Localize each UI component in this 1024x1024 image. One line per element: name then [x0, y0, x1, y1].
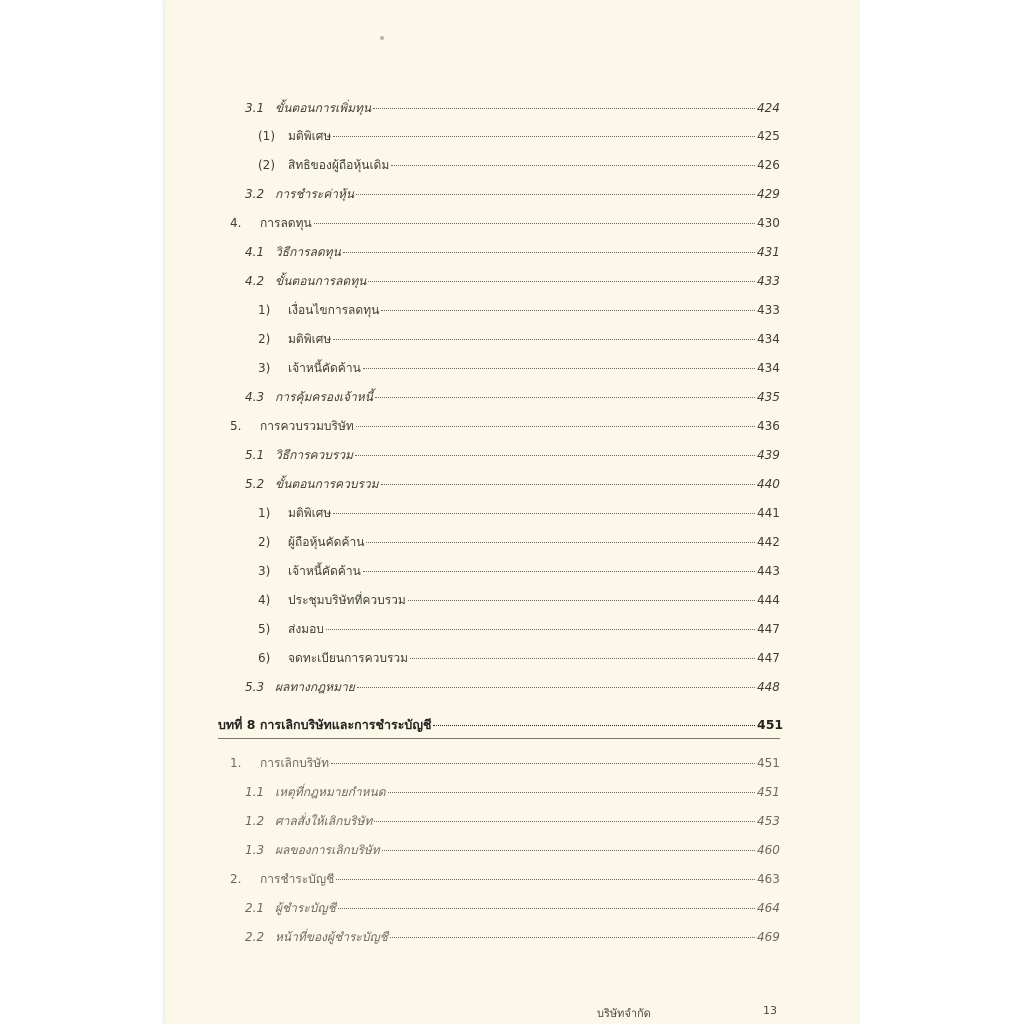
toc-entry-label: ขั้นตอนการควบรวม: [275, 477, 379, 491]
toc-entry-page: 453: [757, 814, 780, 828]
toc-entry-page: 433: [757, 303, 780, 317]
chapter-heading: [218, 717, 784, 733]
toc-entry-number: 2.: [230, 872, 242, 886]
toc-entry-label: ผลของการเลิกบริษัท: [275, 843, 380, 857]
dot-leader: [408, 600, 755, 601]
dot-leader: [333, 136, 755, 137]
toc-entry: [230, 418, 779, 434]
toc-entry-label: การชำระค่าหุ้น: [275, 187, 355, 201]
toc-entry: [230, 871, 779, 887]
toc-entry-number: 4.3: [245, 390, 265, 404]
toc-entry-number: 5.2: [245, 477, 265, 491]
toc-entry-page: 430: [757, 216, 780, 230]
dot-leader: [356, 426, 755, 427]
toc-entry: [245, 447, 779, 463]
toc-entry: [245, 900, 779, 916]
toc-entry-label: ผู้ถือหุ้นคัดค้าน: [288, 535, 365, 549]
toc-entry-number: 5): [258, 622, 271, 636]
toc-entry-page: 451: [757, 756, 780, 770]
toc-entry: [245, 784, 779, 800]
toc-entry-page: 463: [757, 872, 780, 886]
toc-entry: [230, 755, 779, 771]
toc-entry-number: 3.1: [245, 101, 265, 115]
toc-entry-label: ผู้ชำระบัญชี: [275, 901, 336, 915]
toc-entry-number: 2.2: [245, 930, 265, 944]
toc-entry-number: 3.2: [245, 187, 265, 201]
toc-entry: [245, 476, 779, 492]
toc-entry-page: 424: [757, 101, 780, 115]
toc-entry: [258, 563, 779, 579]
toc-entry-number: 3): [258, 361, 271, 375]
toc-entry-label: เงื่อนไขการลดทุน: [288, 303, 380, 317]
dot-leader: [355, 455, 755, 456]
toc-entry-label: การเลิกบริษัท: [260, 756, 330, 770]
toc-entry-label: วิธีการลดทุน: [275, 245, 341, 259]
toc-entry-label: มติพิเศษ: [288, 332, 332, 346]
toc-entry-number: 5.3: [245, 680, 265, 694]
dot-leader: [363, 571, 755, 572]
toc-entry: [245, 244, 779, 260]
toc-entry: [245, 389, 779, 405]
toc-entry-page: 436: [757, 419, 780, 433]
dot-leader: [433, 725, 755, 726]
toc-entry-page: 431: [757, 245, 780, 259]
toc-entry-label: การชำระบัญชี: [260, 872, 335, 886]
chapter-title: บทที่ 8 การเลิกบริษัทและการชำระบัญชี: [218, 717, 432, 732]
toc-entry: [245, 929, 779, 945]
toc-entry-number: 5.1: [245, 448, 265, 462]
dot-leader: [336, 879, 755, 880]
dot-leader: [410, 658, 755, 659]
toc-entry-page: 440: [757, 477, 780, 491]
dot-leader: [373, 108, 755, 109]
dot-leader: [374, 821, 755, 822]
toc-entry-label: การคุ้มครองเจ้าหนี้: [275, 390, 373, 404]
toc-entry: [245, 273, 779, 289]
toc-entry-number: 2.1: [245, 901, 265, 915]
toc-entry-page: 469: [757, 930, 780, 944]
toc-entry: [258, 505, 779, 521]
toc-entry-page: 444: [757, 593, 780, 607]
toc-entry-label: การควบรวมบริษัท: [260, 419, 354, 433]
toc-entry-number: 1.3: [245, 843, 265, 857]
toc-entry-page: 426: [757, 158, 780, 172]
dot-leader: [388, 792, 755, 793]
toc-entry-label: มติพิเศษ: [288, 506, 332, 520]
toc-entry: [245, 842, 779, 858]
toc-entry: [258, 128, 779, 144]
toc-entry-page: 460: [757, 843, 780, 857]
toc-entry-page: 447: [757, 622, 780, 636]
dot-leader: [357, 687, 755, 688]
toc-entry-page: 429: [757, 187, 780, 201]
toc-entry-number: 4.: [230, 216, 242, 230]
dot-leader: [326, 629, 755, 630]
footer-page-number: 13: [763, 1004, 777, 1017]
dot-leader: [314, 223, 755, 224]
toc-entry-number: 1.1: [245, 785, 265, 799]
toc-entry: [258, 534, 779, 550]
toc-entry-number: 1): [258, 303, 271, 317]
toc-entry-number: 1): [258, 506, 271, 520]
dot-leader: [356, 194, 755, 195]
toc-entry-number: 2): [258, 535, 271, 549]
toc-entry-label: วิธีการควบรวม: [275, 448, 353, 462]
toc-entry: [245, 813, 779, 829]
toc-entry-label: เจ้าหนี้คัดค้าน: [288, 564, 361, 578]
toc-entry-page: 447: [757, 651, 780, 665]
toc-entry: [258, 621, 779, 637]
toc-entry: [230, 215, 779, 231]
toc-entry: [258, 592, 779, 608]
dot-leader: [368, 281, 755, 282]
toc-entry-page: 433: [757, 274, 780, 288]
toc-entry: [245, 100, 779, 116]
toc-entry: [245, 186, 779, 202]
chapter-page: 451: [757, 717, 784, 732]
toc-entry-label: ประชุมบริษัทที่ควบรวม: [288, 593, 406, 607]
toc-entry-page: 425: [757, 129, 780, 143]
toc-entry: [258, 157, 779, 173]
toc-entry-number: (1): [258, 129, 275, 143]
toc-entry-number: 1.: [230, 756, 242, 770]
dot-leader: [381, 484, 755, 485]
toc-entry-page: 435: [757, 390, 780, 404]
toc-entry-number: 3): [258, 564, 271, 578]
toc-entry-page: 443: [757, 564, 780, 578]
toc-entry: [258, 302, 779, 318]
toc-entry-number: 6): [258, 651, 271, 665]
dot-leader: [381, 310, 755, 311]
toc-entry-page: 451: [757, 785, 780, 799]
toc-entry: [258, 331, 779, 347]
toc-entry-label: สิทธิของผู้ถือหุ้นเดิม: [288, 158, 390, 172]
toc-entry-label: มติพิเศษ: [288, 129, 332, 143]
toc-entry-label: เหตุที่กฎหมายกำหนด: [275, 785, 386, 799]
chapter-divider: [218, 738, 780, 739]
dot-leader: [331, 763, 755, 764]
toc-entry-page: 434: [757, 332, 780, 346]
toc-entry-label: ผลทางกฎหมาย: [275, 680, 355, 694]
toc-entry-page: 441: [757, 506, 780, 520]
toc-entry-page: 439: [757, 448, 780, 462]
dot-leader: [363, 368, 755, 369]
toc-entry-label: การลดทุน: [260, 216, 312, 230]
dot-leader: [375, 397, 755, 398]
toc-entry-page: 434: [757, 361, 780, 375]
dot-leader: [391, 165, 755, 166]
toc-entry-page: 448: [757, 680, 780, 694]
toc-entry-label: จดทะเบียนการควบรวม: [288, 651, 409, 665]
toc-entry-number: 4.2: [245, 274, 265, 288]
toc-entry-label: หน้าที่ของผู้ชำระบัญชี: [275, 930, 388, 944]
dot-leader: [333, 513, 755, 514]
toc-entry-label: ส่งมอบ: [288, 622, 324, 636]
footer-book-title: บริษัทจำกัด: [597, 1007, 651, 1020]
toc-entry-label: ขั้นตอนการลดทุน: [275, 274, 367, 288]
toc-entry-number: 1.2: [245, 814, 265, 828]
toc-entry-number: 5.: [230, 419, 242, 433]
dot-leader: [366, 542, 755, 543]
dot-leader: [338, 908, 755, 909]
dot-leader: [333, 339, 755, 340]
toc-entry: [258, 360, 779, 376]
dot-leader: [343, 252, 755, 253]
toc-entry-number: 2): [258, 332, 271, 346]
toc-entry-page: 464: [757, 901, 780, 915]
toc-entry: [245, 679, 779, 695]
toc-entry-label: ศาลสั่งให้เลิกบริษัท: [275, 814, 373, 828]
toc-entry-number: (2): [258, 158, 275, 172]
toc-entry-number: 4): [258, 593, 271, 607]
toc-entry: [258, 650, 779, 666]
toc-entry-label: ขั้นตอนการเพิ่มทุน: [275, 101, 372, 115]
dot-leader: [382, 850, 755, 851]
dot-leader: [390, 937, 755, 938]
toc-entry-number: 4.1: [245, 245, 265, 259]
toc-entry-label: เจ้าหนี้คัดค้าน: [288, 361, 361, 375]
toc-entry-page: 442: [757, 535, 780, 549]
